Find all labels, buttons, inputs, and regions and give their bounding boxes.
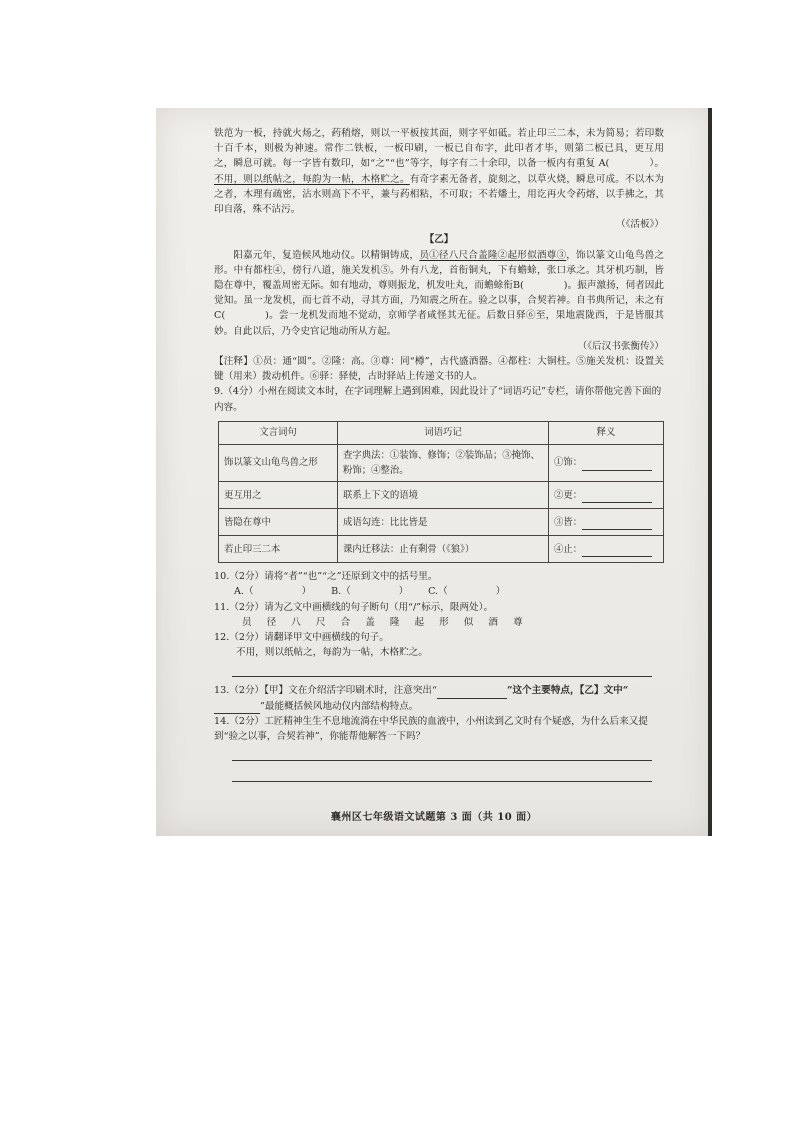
yi-heading: 【乙】	[424, 234, 454, 246]
option-b[interactable]: B.（ ）	[331, 586, 409, 598]
answer-line[interactable]	[232, 767, 652, 782]
question-11-sentence[interactable]: 员 径 八 尺 合 盖 隆 起 形 似 酒 尊	[242, 616, 529, 628]
table-row: 更互用之 联系上下文的语境 ②更：	[219, 482, 664, 509]
passage-jia-text-2: 有奇字素无备者，旋刻之，以草火烧，瞬息可成。不以木为之者，木理有疏密，沾水则高下不平，兼与药相粘，不可取；不若燔土，用讫再火令药熔，以手拂之，其印自落，殊不沾污。	[214, 173, 665, 216]
passage-yi: 阳嘉元年，复造候风地动仪。以精铜铸成，员①径八尺合盖隆②起形似酒尊③，饰以篆文山龟鸟兽之形。中有都柱④，傍行八道，施关发机⑤。外有八龙，首衔铜丸，下有蟾蜍，张口承之。其牙机巧制，皆隐在尊中，覆盖周密无际。如有地动，尊则振龙，机发吐丸，而蟾蜍衔B( )。振声激扬，伺者因此觉知。虽一龙发机，而七首不动，寻其方面，乃知震之所在。验之以事，合契若神。自书典所记，未之有C( )。尝一龙机发而地不觉动，京师学者咸怪其无征。后数日驿⑥至，果地震陇西，于是皆服其妙。自此以后，乃令史官记地动所从方起。	[214, 249, 665, 337]
question-10: 10.（2分）请将“者”“也”“之”还原到文中的括号里。	[214, 571, 438, 583]
table-header: 释义	[549, 421, 664, 444]
word-memory-table	[218, 421, 664, 563]
answer-cell[interactable]: ②更：	[549, 482, 664, 509]
answer-line[interactable]	[232, 662, 652, 677]
question-12-sentence: 不用，则以纸帖之，每韵为一帖，木格贮之。	[236, 647, 428, 659]
exam-page	[156, 108, 712, 836]
table-header-row	[219, 421, 664, 444]
answer-blank[interactable]	[214, 703, 260, 714]
table-row: 若止印三二本 课内迁移法：止有剩骨（《狼》） ④止：	[219, 536, 664, 563]
passage-jia-text-1: 铁范为一板，持就火炀之，药稍熔，则以一平板按其面，则字平如砥。若止印三二本，未为简易；若印数十百千本，则极为神速。常作二铁板，一板印刷，一板已自布字，此印者才毕，则第二板已具，更互用之，瞬息可就。每一字皆有数印，如“之”“也”等字，每字有二十余印，以备一板内有重复 A(	[214, 128, 664, 170]
page-content	[214, 126, 664, 788]
question-10-options	[228, 584, 664, 599]
passage-jia: 铁范为一板，持就火炀之，药稍熔，则以一平板按其面，则字平如砥。若止印三二本，未为简易；若印数十百千本，则极为神速。常作二铁板，一板印刷，一板已自布字，此印者才毕，则第二板已具，更互用之，瞬息可就。每一字皆有数印，如“之”“也”等字，每字有二十余印，以备一板内有重复 A( ）。不用，则以纸帖之，每韵为一帖，木格贮之。有奇字素无备者，旋刻之，以草火烧，瞬息可成。不以木为之者，木理有疏密，沾水则高下不平，兼与药相粘，不可取；不若燔土，用讫再火令药熔，以手拂之，其印自落，殊不沾污。	[214, 128, 665, 216]
source-jia: （《活板》）	[616, 219, 664, 231]
answer-cell[interactable]: ③皆：	[549, 509, 664, 536]
table-row: 皆隐在尊中 成语勾连：比比皆是 ③皆：	[219, 509, 664, 536]
answer-line[interactable]	[232, 746, 652, 761]
question-9: 9.（4分）小州在阅读文本时，在字词理解上遇到困难，因此设计了“词语巧记”专栏，请你帮他完善下面的内容。	[214, 386, 662, 413]
option-a[interactable]: A.（ ）	[234, 586, 312, 598]
source-yi: （《后汉书张衡传》）	[577, 340, 664, 352]
answer-cell[interactable]: ①饰：	[549, 444, 664, 481]
notes: 【注释】①员：通“圆”。②隆：高。③尊：同“樽”，古代盛酒器。④都柱：大铜柱。⑤施关发机：设置关键（用来）拨动机件。⑥驿：驿使，古时驿站上传递文书的人。	[214, 356, 664, 383]
question-12: 12.（2分）请翻译甲文中画横线的句子。	[214, 632, 389, 644]
passage-yi-underlined: 员①径八尺合盖隆②起形似酒尊③	[419, 249, 567, 261]
option-c[interactable]: C.（ ）	[428, 586, 506, 598]
question-13: 13.（2分）【甲】文在介绍活字印刷术时，注意突出“ ”这个主要特点，【乙】文中“”最能概括候风地动仪内部结构特点。	[214, 683, 664, 713]
table-row: 饰以篆文山龟鸟兽之形 查字典法：①装饰、修饰；②装饰品；③掩饰、粉饰；④整治。 ①饰：	[219, 444, 664, 481]
passage-jia-underlined: 不用，则以纸帖之，每韵为一帖，木格贮之。	[214, 173, 410, 185]
question-11: 11.（2分）请为乙文中画横线的句子断句（用“/”标示，限两处）。	[214, 601, 494, 613]
answer-blank[interactable]	[437, 688, 507, 699]
answer-cell[interactable]: ④止：	[549, 536, 664, 563]
table-header: 词语巧记	[338, 421, 549, 444]
page-footer: 襄州区七年级语文试题第 3 面（共 10 面）	[330, 812, 538, 823]
table-header: 文言词句	[219, 421, 338, 444]
question-14: 14.（2分）工匠精神生生不息地流淌在中华民族的血液中，小州读到乙文时有个疑惑，为什么后来又提到“验之以事，合契若神”，你能帮他解答一下吗？	[214, 715, 648, 743]
